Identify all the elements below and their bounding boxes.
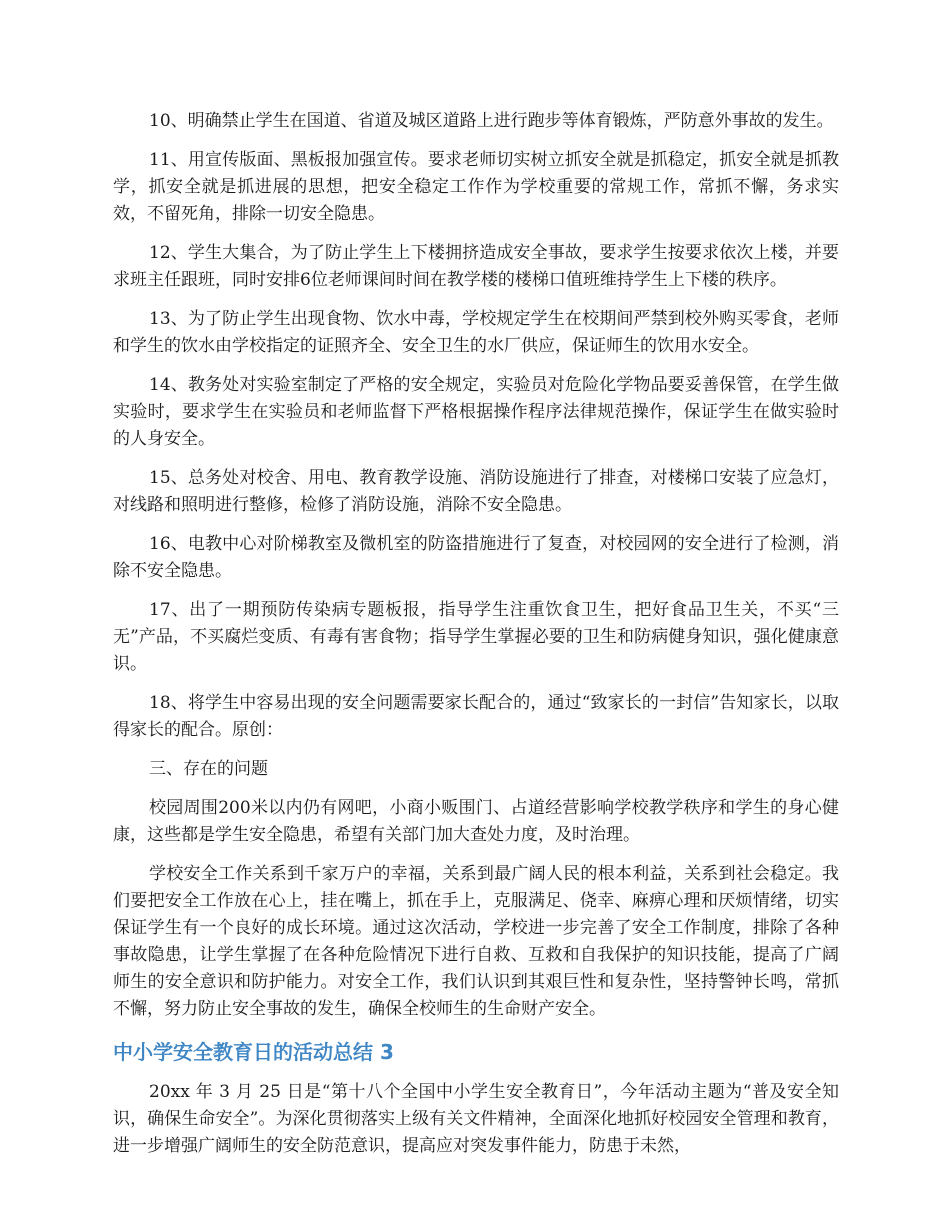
paragraph-item-14: 14、教务处对实验室制定了严格的安全规定，实验员对危险化学物品要妥善保管，在学生做实验时，要求学生在实验员和老师监督下严格根据操作程序法律规范操作，保证学生在做实验时的人身安全。 bbox=[113, 375, 839, 449]
paragraph-item-11: 11、用宣传版面、黑板报加强宣传。要求老师切实树立抓安全就是抓稳定，抓安全就是抓教学，抓安全就是抓进展的思想，把安全稳定工作作为学校重要的常规工作，常抓不懈，务求实效，不留死角，排除一切安全隐患。 bbox=[113, 150, 839, 224]
paragraph-intro: 20xx 年 3 月 25 日是“第十八个全国中小学生安全教育日”，今年活动主题为“普及安全知识，确保生命安全”。为深化贯彻落实上级有关文件精神，全面深化地抓好校园安全管理和教育，进一步增强广阔师生的安全防范意识，提高应对突发事件能力，防患于未然， bbox=[113, 1082, 839, 1156]
paragraph-item-17: 17、出了一期预防传染病专题板报，指导学生注重饮食卫生，把好食品卫生关，不买“三无”产品，不买腐烂变质、有毒有害食物；指导学生掌握必要的卫生和防病健身知识，强化健康意识。 bbox=[113, 600, 839, 674]
section-heading: 中小学安全教育日的活动总结 3 bbox=[113, 1040, 394, 1064]
subsection-title-problems: 三、存在的问题 bbox=[149, 759, 268, 779]
paragraph-item-13: 13、为了防止学生出现食物、饮水中毒，学校规定学生在校期间严禁到校外购买零食，老师和学生的饮水由学校指定的证照齐全、安全卫生的水厂供应，保证师生的饮用水安全。 bbox=[113, 309, 839, 356]
paragraph-item-12: 12、学生大集合，为了防止学生上下楼拥挤造成安全事故，要求学生按要求依次上楼，并要求班主任跟班，同时安排6位老师课间时间在教学楼的楼梯口值班维持学生上下楼的秩序。 bbox=[113, 243, 839, 290]
paragraph-item-10: 10、明确禁止学生在国道、省道及城区道路上进行跑步等体育锻炼，严防意外事故的发生。 bbox=[149, 111, 834, 131]
paragraph-problems: 校园周围200米以内仍有网吧，小商小贩围门、占道经营影响学校教学秩序和学生的身心健康，这些都是学生安全隐患，希望有关部门加大查处力度，及时治理。 bbox=[113, 798, 839, 845]
document-body bbox=[113, 108, 839, 1172]
paragraph-conclusion: 学校安全工作关系到千家万户的幸福，关系到最广阔人民的根本利益，关系到社会稳定。我们要把安全工作放在心上，挂在嘴上，抓在手上，克服满足、侥幸、麻痹心理和厌烦情绪，切实保证学生有一个良好的成长环境。通过这次活动，学校进一步完善了安全工作制度，排除了各种事故隐患，让学生掌握了在各种危险情况下进行自救、互救和自我保护的知识技能，提高了广阔师生的安全意识和防护能力。对安全工作，我们认识到其艰巨性和复杂性，坚持警钟长鸣，常抓不懈，努力防止安全事故的发生，确保全校师生的生命财产安全。 bbox=[113, 864, 839, 1019]
paragraph-item-15: 15、总务处对校舍、用电、教育教学设施、消防设施进行了排查，对楼梯口安装了应急灯，对线路和照明进行整修，检修了消防设施，消除不安全隐患。 bbox=[113, 468, 839, 515]
paragraph-item-18: 18、将学生中容易出现的安全问题需要家长配合的，通过“致家长的一封信”告知家长，以取得家长的配合。原创： bbox=[113, 693, 839, 740]
paragraph-item-16: 16、电教中心对阶梯教室及微机室的防盗措施进行了复查，对校园网的安全进行了检测，消除不安全隐患。 bbox=[113, 534, 839, 581]
